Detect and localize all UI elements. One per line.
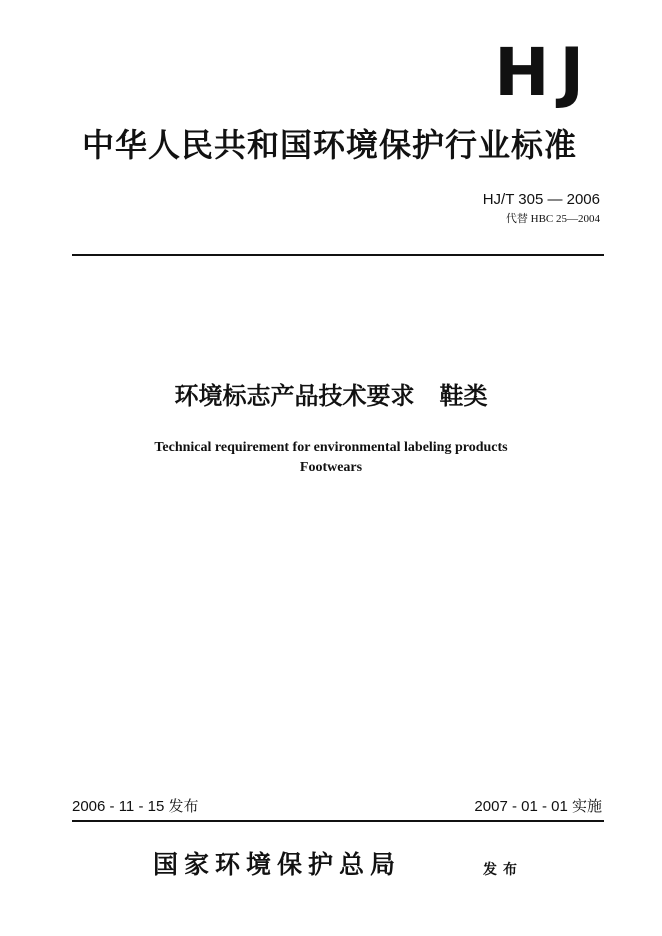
hj-logo: HJ [494,34,594,111]
publisher-name: 国家环境保护总局 [153,850,402,879]
chinese-title: 环境标志产品技术要求 鞋类 [174,382,488,410]
top-divider [72,254,604,256]
implementation-date: 2007 - 01 - 01 实施 [474,798,602,815]
replaces-note: 代替 HBC 25—2004 [505,213,600,225]
bottom-divider [72,820,604,822]
issue-date: 2006 - 11 - 15 发布 [72,798,199,815]
english-title-line-1: Technical requirement for environmental labeling products [154,440,508,455]
standard-category-title: 中华人民共和国环境保护行业标准 [82,126,578,164]
standard-number: HJ/T 305 — 2006 [482,191,600,208]
publish-label: 发布 [483,862,523,878]
english-title-line-2: Footwears [299,460,363,475]
